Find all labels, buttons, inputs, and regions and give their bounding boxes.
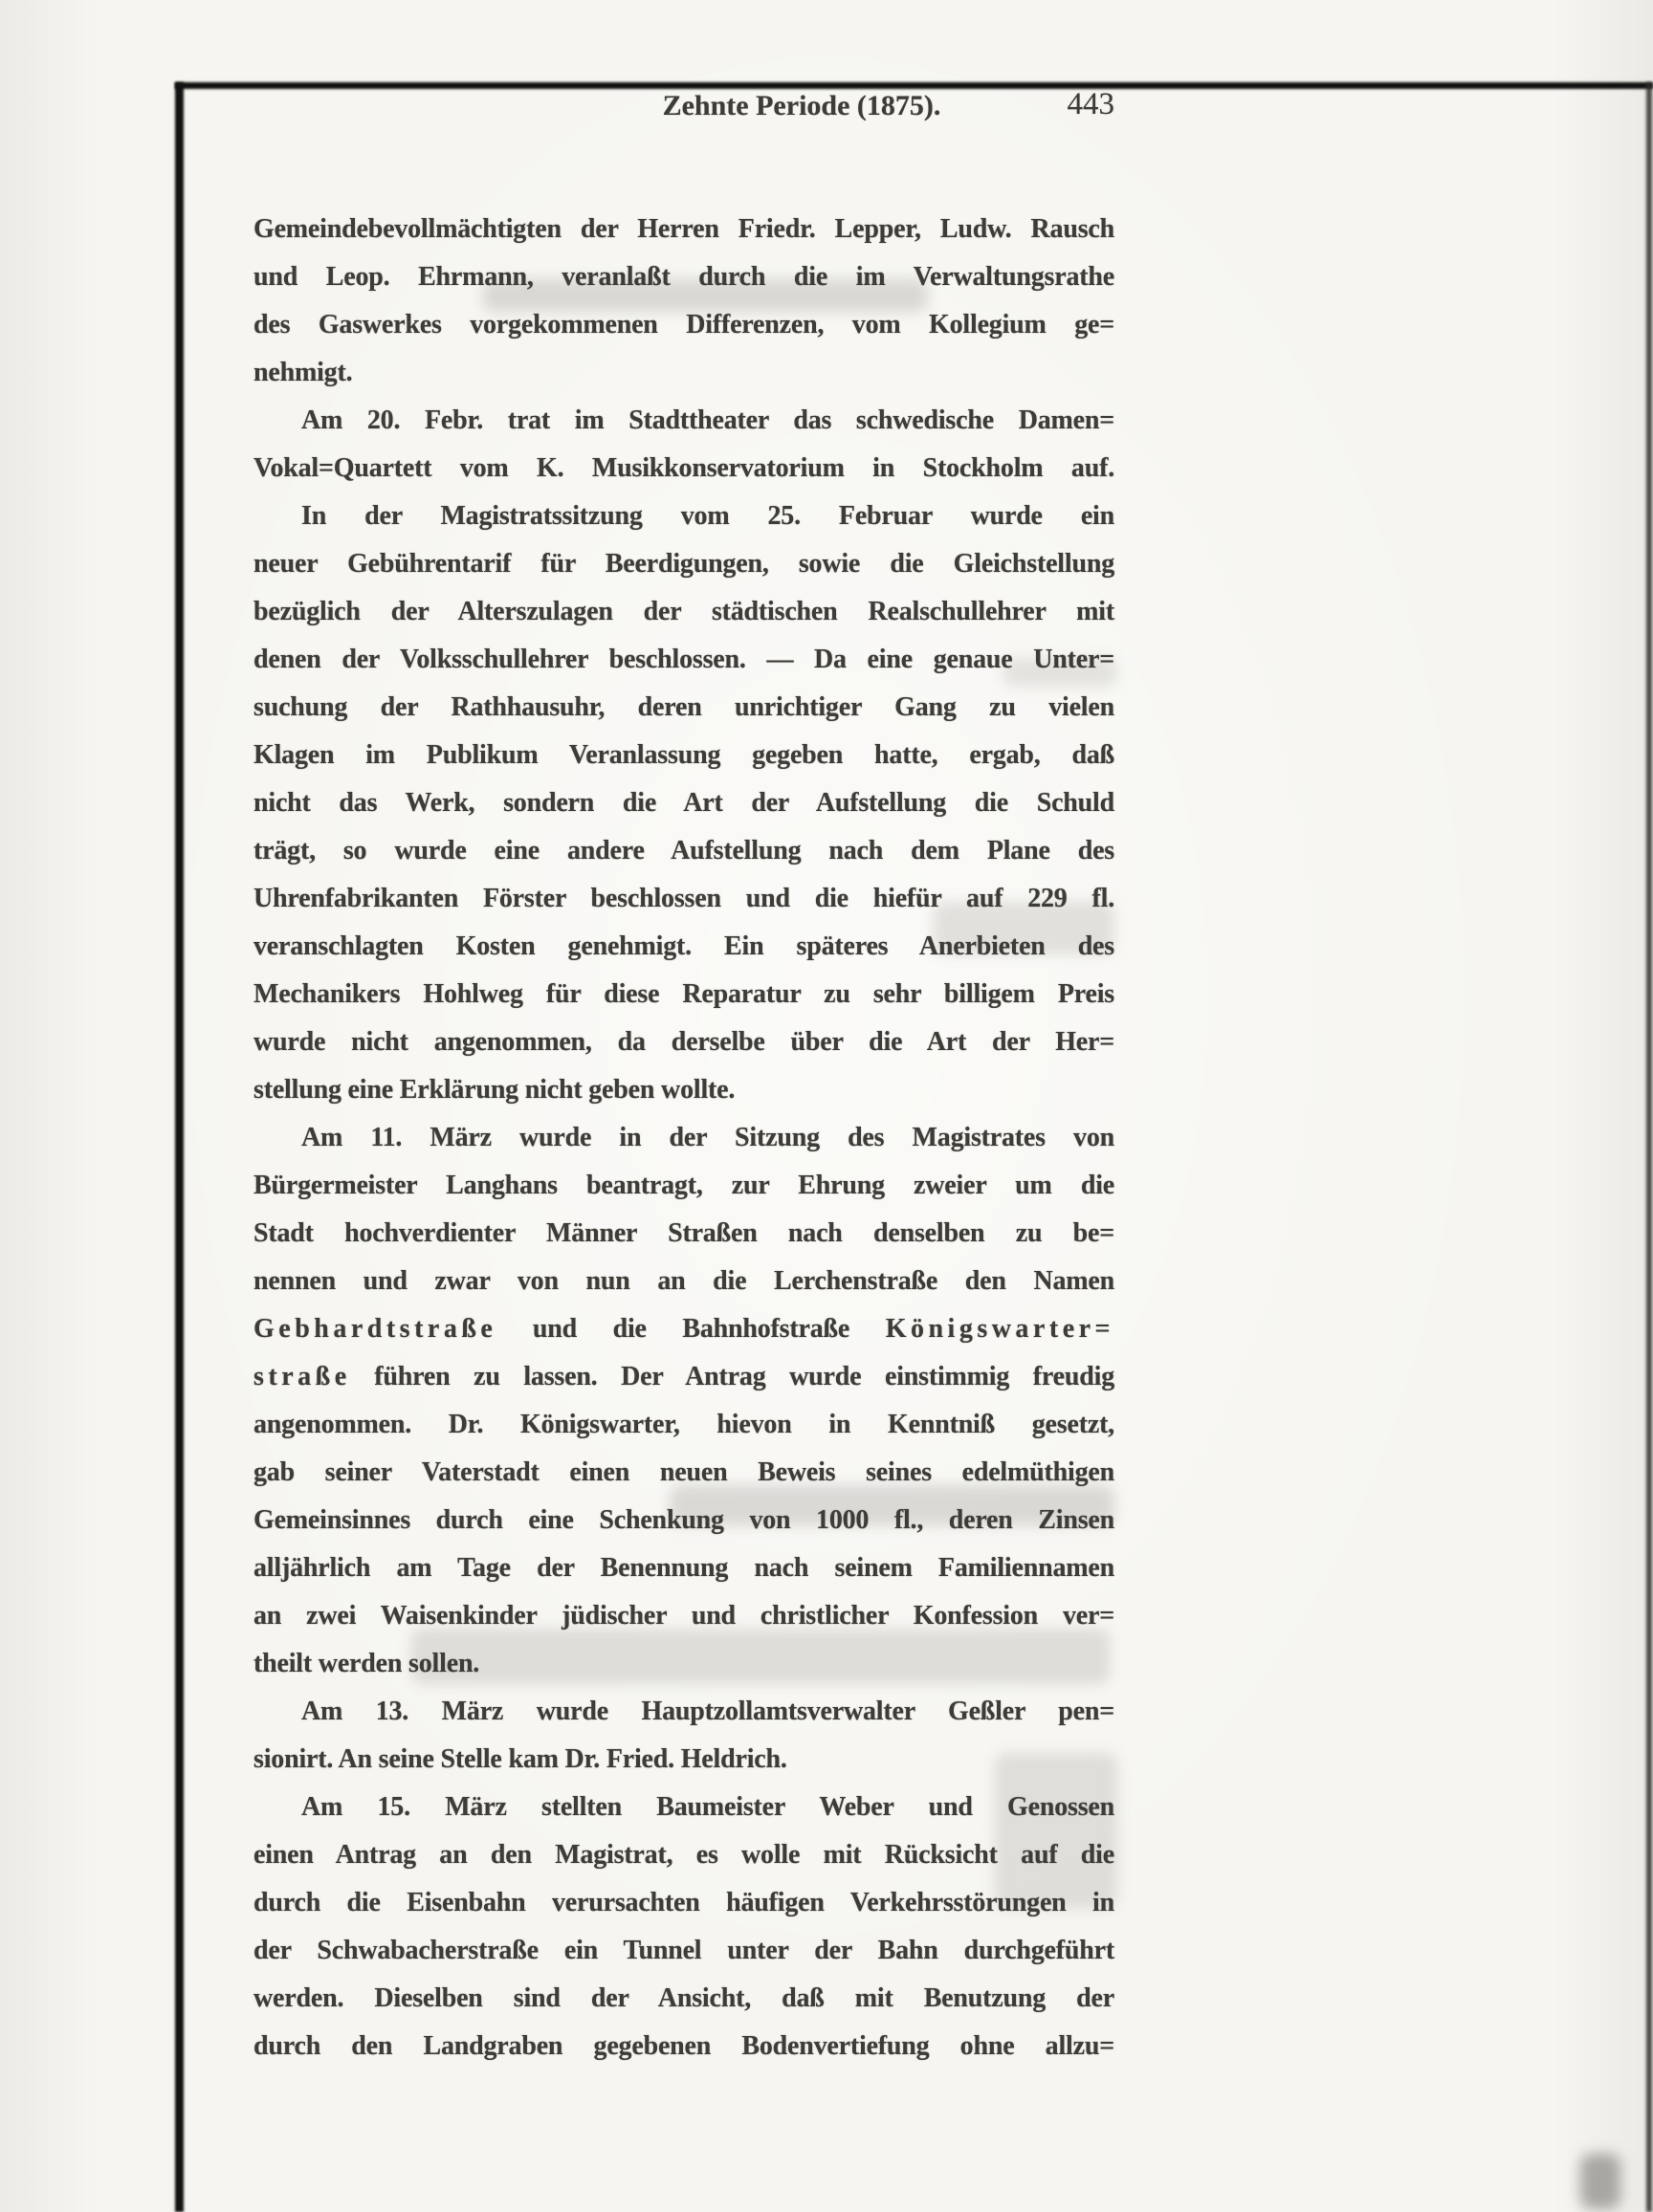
text-segment: gab seiner Vaterstadt einen neuen Beweis seines edelmüthigen	[253, 1457, 1114, 1487]
text-segment: alljährlich am Tage der Benennung nach seinem Familiennamen	[253, 1553, 1114, 1583]
text-line	[253, 1162, 1114, 1210]
text-line	[253, 1544, 1114, 1592]
scan-artifact	[1580, 2154, 1620, 2209]
text-segment: durch die Eisenbahn verursachten häufigen Verkehrsstörungen in	[253, 1888, 1114, 1917]
text-line	[253, 1592, 1114, 1640]
text-line	[253, 206, 1114, 253]
emphasized-text: Gebhardtstraße	[253, 1314, 497, 1344]
paragraph	[253, 1114, 1114, 1688]
text-line	[253, 1210, 1114, 1258]
text-line	[253, 1114, 1114, 1162]
text-line	[253, 1736, 1114, 1784]
text-line	[253, 732, 1114, 779]
text-line	[253, 253, 1114, 301]
text-segment: suchung der Rathhausuhr, deren unrichtiger Gang zu vielen	[253, 692, 1114, 722]
text-segment: Mechanikers Hohlweg für diese Reparatur zu sehr billigem Preis	[253, 979, 1114, 1009]
text-line	[253, 779, 1114, 827]
emphasized-text: straße	[253, 1362, 351, 1391]
text-segment: an zwei Waisenkinder jüdischer und christlicher Konfession ver=	[253, 1601, 1114, 1631]
text-segment: Uhrenfabrikanten Förster beschlossen und die hiefür auf 229 fl.	[253, 884, 1114, 913]
text-line	[253, 1353, 1114, 1401]
text-segment: und die Bahnhofstraße	[496, 1314, 886, 1344]
text-segment: Am 13. März wurde Hauptzollamtsverwalter Geßler pen=	[301, 1697, 1114, 1726]
text-line	[253, 1831, 1114, 1879]
text-line	[253, 2023, 1114, 2070]
text-line	[253, 636, 1114, 684]
emphasized-text: Königswarter=	[885, 1314, 1114, 1344]
text-segment: des Gaswerkes vorgekommenen Differenzen, vom Kollegium ge=	[253, 310, 1114, 339]
text-line	[253, 1688, 1114, 1736]
text-line	[253, 827, 1114, 875]
text-segment: Am 20. Febr. trat im Stadttheater das schwedische Damen=	[301, 405, 1114, 435]
text-segment: Klagen im Publikum Veranlassung gegeben hatte, ergab, daß	[253, 740, 1114, 770]
paragraph	[253, 1784, 1114, 2070]
text-line	[253, 1975, 1114, 2023]
text-line	[253, 493, 1114, 540]
text-segment: angenommen. Dr. Königswarter, hievon in Kenntniß gesetzt,	[253, 1410, 1114, 1439]
text-segment: sionirt. An seine Stelle kam Dr. Fried. Heldrich.	[253, 1744, 787, 1774]
text-line	[253, 1258, 1114, 1305]
text-line	[253, 1305, 1114, 1353]
text-segment: nicht das Werk, sondern die Art der Aufstellung die Schuld	[253, 788, 1114, 818]
text-segment: und Leop. Ehrmann, veranlaßt durch die im Verwaltungsrathe	[253, 262, 1114, 292]
text-line	[253, 1018, 1114, 1066]
text-line	[253, 1784, 1114, 1831]
text-segment: Bürgermeister Langhans beantragt, zur Ehrung zweier um die	[253, 1171, 1114, 1200]
text-segment: trägt, so wurde eine andere Aufstellung nach dem Plane des	[253, 836, 1114, 865]
text-segment: nennen und zwar von nun an die Lerchenstraße den Namen	[253, 1266, 1114, 1296]
text-line	[253, 923, 1114, 971]
text-segment: Gemeindebevollmächtigten der Herren Friedr. Lepper, Ludw. Rausch	[253, 214, 1114, 244]
text-line	[253, 1449, 1114, 1497]
text-line	[253, 684, 1114, 732]
text-segment: durch den Landgraben gegebenen Bodenvertiefung ohne allzu=	[253, 2031, 1114, 2061]
text-segment: einen Antrag an den Magistrat, es wolle mit Rücksicht auf die	[253, 1840, 1114, 1870]
scan-edge-right	[1646, 82, 1652, 2212]
text-segment: Am 15. März stellten Baumeister Weber und Genossen	[301, 1792, 1114, 1822]
text-line	[253, 397, 1114, 445]
text-line	[253, 1927, 1114, 1975]
text-line	[253, 1640, 1114, 1688]
text-line	[253, 1401, 1114, 1449]
text-segment: wurde nicht angenommen, da derselbe über die Art der Her=	[253, 1027, 1114, 1057]
text-line	[253, 1497, 1114, 1544]
text-line	[253, 349, 1114, 397]
text-line	[253, 540, 1114, 588]
text-segment: bezüglich der Alterszulagen der städtischen Realschullehrer mit	[253, 597, 1114, 626]
text-segment: führen zu lassen. Der Antrag wurde einstimmig freudig	[350, 1362, 1114, 1391]
paragraph	[253, 206, 1114, 397]
page-number: 443	[1067, 87, 1114, 121]
running-header-title: Zehnte Periode (1875).	[662, 90, 941, 121]
text-segment: theilt werden sollen.	[253, 1649, 480, 1678]
text-line	[253, 971, 1114, 1018]
text-line	[253, 301, 1114, 349]
page-header	[253, 87, 1114, 134]
paragraph	[253, 493, 1114, 1114]
paragraph	[253, 397, 1114, 493]
text-segment: nehmigt.	[253, 358, 353, 387]
text-segment: der Schwabacherstraße ein Tunnel unter der Bahn durchgeführt	[253, 1936, 1114, 1965]
text-segment: Am 11. März wurde in der Sitzung des Magistrates von	[301, 1123, 1114, 1152]
text-segment: stellung eine Erklärung nicht geben wollte.	[253, 1075, 736, 1105]
text-line	[253, 1066, 1114, 1114]
text-line	[253, 445, 1114, 493]
scan-edge-left	[175, 82, 184, 2212]
text-segment: Gemeinsinnes durch eine Schenkung von 1000 fl., deren Zinsen	[253, 1505, 1114, 1535]
text-segment: In der Magistratssitzung vom 25. Februar wurde ein	[301, 501, 1114, 531]
text-segment: neuer Gebührentarif für Beerdigungen, sowie die Gleichstellung	[253, 549, 1114, 579]
paragraph	[253, 1688, 1114, 1784]
text-segment: Vokal=Quartett vom K. Musikkonservatorium in Stockholm auf.	[253, 453, 1114, 483]
text-segment: werden. Dieselben sind der Ansicht, daß mit Benutzung der	[253, 1983, 1114, 2013]
page-body	[253, 206, 1114, 2070]
text-line	[253, 875, 1114, 923]
text-line	[253, 1879, 1114, 1927]
text-line	[253, 588, 1114, 636]
text-segment: veranschlagten Kosten genehmigt. Ein späteres Anerbieten des	[253, 931, 1114, 961]
text-segment: denen der Volksschullehrer beschlossen. — Da eine genaue Unter=	[253, 645, 1114, 674]
text-segment: Stadt hochverdienter Männer Straßen nach denselben zu be=	[253, 1218, 1114, 1248]
scan-edge-top	[175, 82, 1653, 89]
